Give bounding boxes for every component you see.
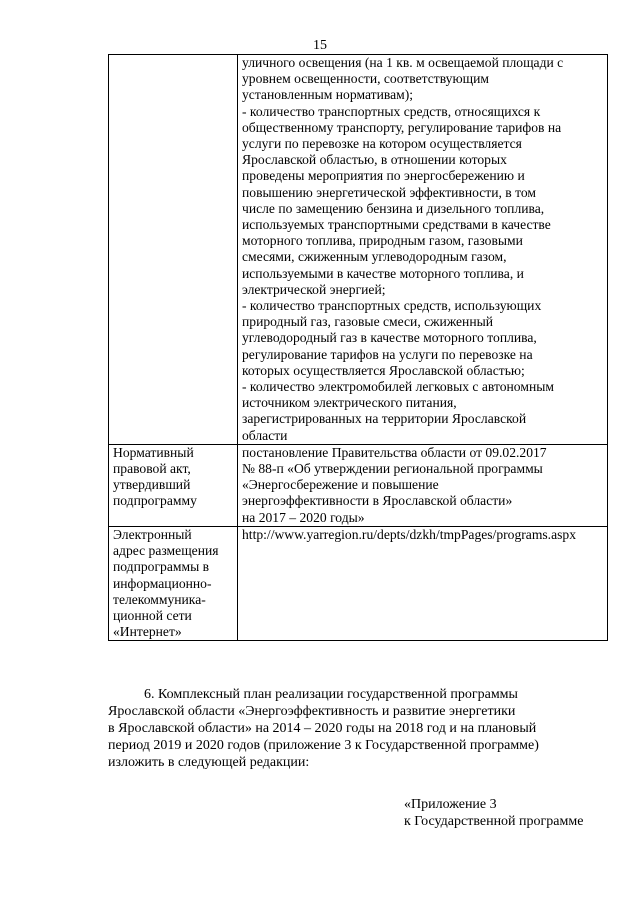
appendix-line-2: к Государственной программе xyxy=(404,814,584,829)
text-line: повышению энергетической эффективности, в том xyxy=(242,184,536,200)
appendix-note xyxy=(404,796,583,830)
label-line: подпрограмму xyxy=(113,493,197,509)
row3-content-cell xyxy=(238,526,608,640)
appendix-line-1: «Приложение 3 xyxy=(404,797,497,812)
text-line: числе по замещению бензина и дизельного топлива, xyxy=(242,200,545,216)
table-row xyxy=(109,55,608,445)
text-line: источником электрического питания, xyxy=(242,395,457,411)
paragraph-line: 6. Комплексный план реализации государственной программы xyxy=(144,687,518,702)
label-line: Нормативный xyxy=(113,444,194,460)
text-line: области xyxy=(242,427,288,443)
paragraph-line: Ярославской области «Энергоэффективность и развитие энергетики xyxy=(108,704,516,719)
text-line: энергоэффективности в Ярославской области» xyxy=(242,493,513,509)
paragraph-6 xyxy=(108,686,608,771)
text-line: «Энергосбережение и повышение xyxy=(242,477,439,493)
text-line: уровнем освещенности, соответствующим xyxy=(242,71,489,87)
text-line: зарегистрированных на территории Ярославской xyxy=(242,411,527,427)
paragraph-line: в Ярославской области» на 2014 – 2020 годы на 2018 год и на плановый xyxy=(108,721,537,736)
text-line: - количество транспортных средств, использующих xyxy=(242,298,542,314)
text-line: используемых транспортными средствами в качестве xyxy=(242,217,551,233)
text-line: углеводородный газ в качестве моторного топлива, xyxy=(242,330,537,346)
label-line: правовой акт, xyxy=(113,461,191,477)
text-line: используемыми в качестве моторного топлива, и xyxy=(242,265,524,281)
text-line: природный газ, газовые смеси, сжиженный xyxy=(242,314,494,330)
text-line: установленным нормативам); xyxy=(242,87,414,103)
text-line: электрической энергией; xyxy=(242,281,386,297)
label-line: «Интернет» xyxy=(113,624,182,640)
text-line: моторного топлива, природным газом, газовыми xyxy=(242,233,523,249)
url-line: http://www.yarregion.ru/depts/dzkh/tmpPages/programs.aspx xyxy=(242,526,576,542)
row2-content-cell xyxy=(238,444,608,526)
table-row xyxy=(109,444,608,526)
label-line: информационно- xyxy=(113,575,212,591)
text-line: уличного освещения (на 1 кв. м освещаемой площади с xyxy=(242,55,564,70)
row3-label-cell xyxy=(109,526,238,640)
row1-label-cell xyxy=(109,55,238,445)
label-line: телекоммуника- xyxy=(113,591,206,607)
label-line: подпрограммы в xyxy=(113,559,210,575)
text-line: - количество транспортных средств, относящихся к xyxy=(242,103,541,119)
text-line: - количество электромобилей легковых с автономным xyxy=(242,379,554,395)
row2-label-cell xyxy=(109,444,238,526)
label-line: ционной сети xyxy=(113,607,192,623)
text-line: смесями, сжиженным углеводородным газом, xyxy=(242,249,507,265)
paragraph-line: период 2019 и 2020 годов (приложение 3 к Государственной программе) xyxy=(108,738,539,753)
label-line: адрес размещения xyxy=(113,543,219,559)
paragraph-line: изложить в следующей редакции: xyxy=(108,755,310,770)
label-line: Электронный xyxy=(113,526,192,542)
text-line: № 88-п «Об утверждении региональной программы xyxy=(242,461,543,477)
text-line: общественному транспорту, регулирование тарифов на xyxy=(242,119,562,135)
text-line: Ярославской областью, в отношении которых xyxy=(242,152,507,168)
row1-content-cell xyxy=(238,55,608,445)
subprogram-passport-table xyxy=(108,54,608,641)
text-line: услуги по перевозке на котором осуществляется xyxy=(242,136,522,152)
table-row xyxy=(109,526,608,640)
label-line: утвердивший xyxy=(113,477,191,493)
text-line: на 2017 – 2020 годы» xyxy=(242,509,365,525)
text-line: регулирование тарифов на услуги по перевозке на xyxy=(242,346,533,362)
text-line: проведены мероприятия по энергосбережению и xyxy=(242,168,525,184)
text-line: постановление Правительства области от 09.02.2017 xyxy=(242,444,547,460)
text-line: которых осуществляется Ярославской областью; xyxy=(242,362,525,378)
page-number: 15 xyxy=(313,38,327,53)
